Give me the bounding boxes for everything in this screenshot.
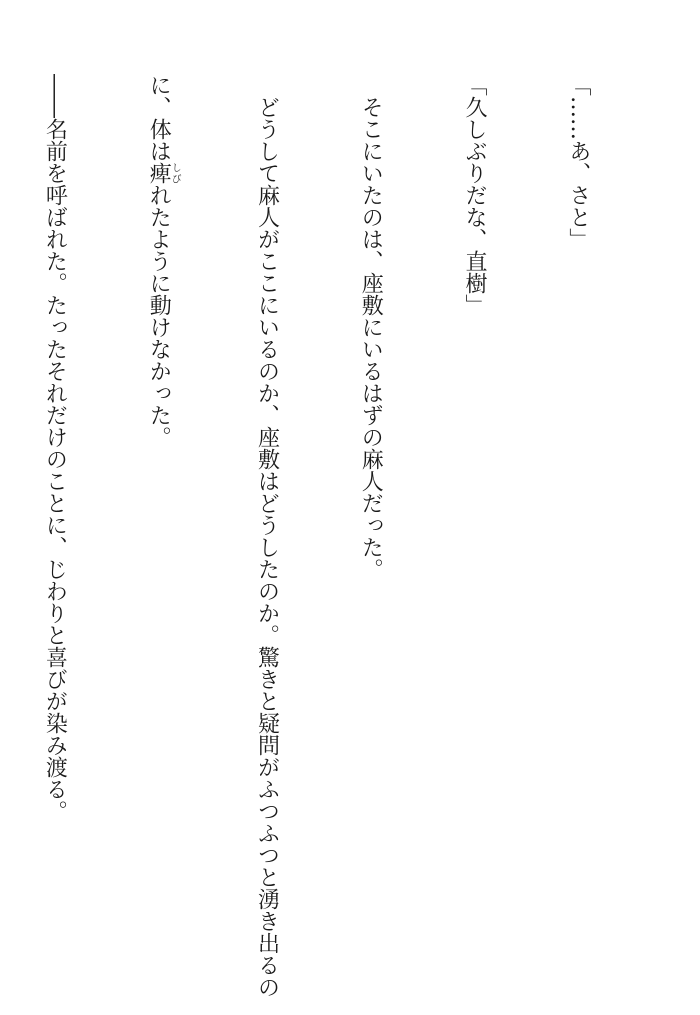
ruby-annotation xyxy=(146,162,181,184)
text-line: ――名前を呼ばれた。たったそれだけのことに、じわりと喜びが染み渡る。 xyxy=(42,74,68,822)
ruby-base: 痺 xyxy=(146,162,172,184)
text-line: 「……あ、さと」 xyxy=(565,74,591,250)
text-line: そこにいたのは、座敷にいるはずの麻人だった。 xyxy=(358,74,384,580)
text-line-with-ruby xyxy=(141,74,180,974)
novel-body-text xyxy=(24,74,664,998)
text-line: 「久しぶりだな、直樹」 xyxy=(462,74,488,316)
ruby-line-before: に、体は xyxy=(146,74,172,162)
ruby-reading: しび xyxy=(169,162,181,184)
text-line: どうして麻人がここにいるのか、座敷はどうしたのか。驚きと疑問がふつふつと湧き出るの xyxy=(254,74,280,998)
ruby-line-after: れたように動けなかった。 xyxy=(146,184,172,448)
